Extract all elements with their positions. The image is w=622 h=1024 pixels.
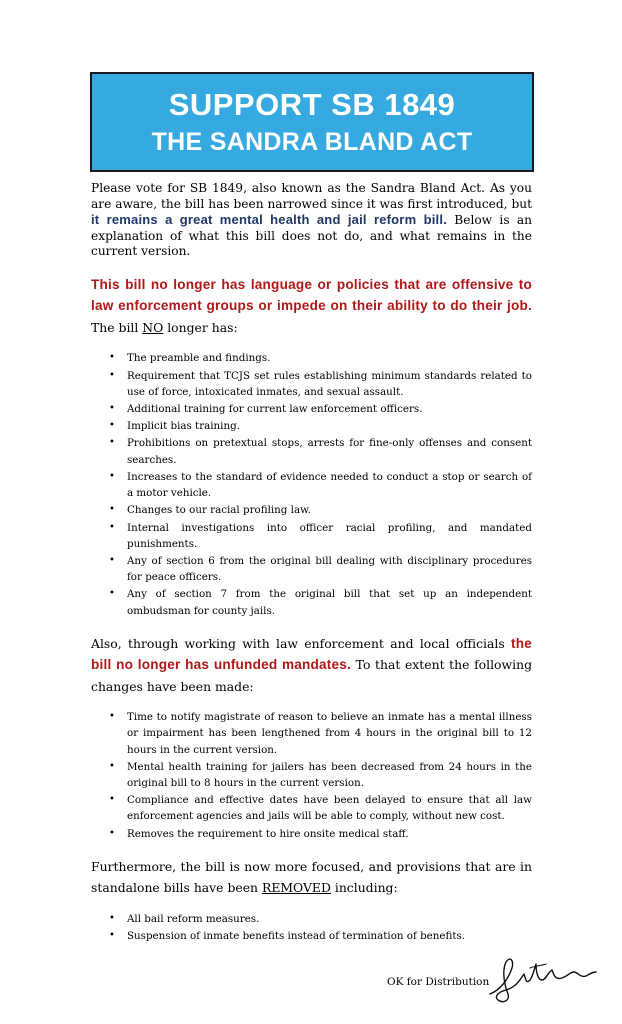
list-item: • Compliance and effective dates have been delayed to ensure that all law enforcement agencies and jails will be able to comply, without new cost. bbox=[127, 792, 532, 824]
section2-tail: To that extent the following changes have been made: bbox=[91, 657, 532, 694]
list-item: • Time to notify magistrate of reason to believe an inmate has a mental illness or impairment has been lengthened from 4 hours in the original bill to 12 hours in the current version. bbox=[127, 709, 532, 758]
section3-emphasis: REMOVED bbox=[261, 880, 331, 896]
title-banner bbox=[90, 72, 534, 172]
section2-lead: Also, through working with law enforcement and local officials bbox=[91, 635, 511, 651]
list-item: • All bail reform measures. bbox=[127, 911, 532, 927]
list-item: • Removes the requirement to hire onsite medical staff. bbox=[127, 826, 532, 842]
banner-title: SUPPORT SB 1849 bbox=[168, 87, 456, 122]
list-item: • Prohibitions on pretextual stops, arrests for fine-only offenses and consent searches. bbox=[127, 435, 532, 467]
section1-lead: The bill bbox=[91, 319, 143, 335]
list-item: • Requirement that TCJS set rules establishing minimum standards related to use of force, intoxicated inmates, and sexual assault. bbox=[127, 368, 532, 400]
list-item: • Increases to the standard of evidence needed to conduct a stop or search of a motor vehicle. bbox=[127, 469, 532, 501]
section3-lead: Furthermore, the bill is now more focused, and provisions that are in standalone bills have been bbox=[91, 858, 532, 896]
list-item: • Internal investigations into officer racial profiling, and mandated punishments. bbox=[127, 520, 532, 552]
section1-highlight: This bill no longer has language or policies that are offensive to law enforcement groups or impede on their ability to do their job. bbox=[91, 276, 532, 314]
section1-list bbox=[91, 350, 532, 618]
intro-paragraph bbox=[91, 181, 532, 260]
section1-emphasis: NO bbox=[142, 319, 164, 335]
section3-heading bbox=[91, 856, 532, 899]
section2-list bbox=[91, 709, 532, 842]
document-body bbox=[91, 181, 532, 945]
list-item: • Additional training for current law enforcement officers. bbox=[127, 401, 532, 417]
intro-text: Please vote for SB 1849, also known as the Sandra Bland Act. As you are aware, the bill has been narrowed since it was first introduced, but bbox=[91, 181, 532, 211]
list-item: • The preamble and findings. bbox=[127, 350, 532, 366]
section3-list bbox=[91, 911, 532, 944]
list-item: • Changes to our racial profiling law. bbox=[127, 502, 532, 518]
section2-heading bbox=[91, 633, 532, 698]
banner-subtitle: THE SANDRA BLAND ACT bbox=[151, 128, 473, 156]
section3-tail: including: bbox=[330, 880, 398, 896]
section1-tail: longer has: bbox=[163, 319, 238, 335]
intro-text-end: Below is an explanation of what this bill does not do, and what remains in the current version. bbox=[91, 213, 532, 259]
list-item: • Any of section 6 from the original bill dealing with disciplinary procedures for peace officers. bbox=[127, 553, 532, 585]
section1-heading bbox=[91, 274, 532, 339]
distribution-note: OK for Distribution bbox=[387, 976, 490, 988]
list-item: • Any of section 7 from the original bill that set up an independent ombudsman for county jails. bbox=[127, 586, 532, 618]
section2-highlight: the bill no longer has unfunded mandates. bbox=[91, 635, 532, 673]
list-item: • Suspension of inmate benefits instead of termination of benefits. bbox=[127, 928, 532, 944]
list-item: • Implicit bias training. bbox=[127, 418, 532, 434]
list-item: • Mental health training for jailers has been decreased from 24 hours in the original bill to 8 hours in the current version. bbox=[127, 759, 532, 791]
signature-icon bbox=[486, 950, 598, 1006]
intro-highlight: it remains a great mental health and jail reform bill. bbox=[91, 212, 447, 228]
